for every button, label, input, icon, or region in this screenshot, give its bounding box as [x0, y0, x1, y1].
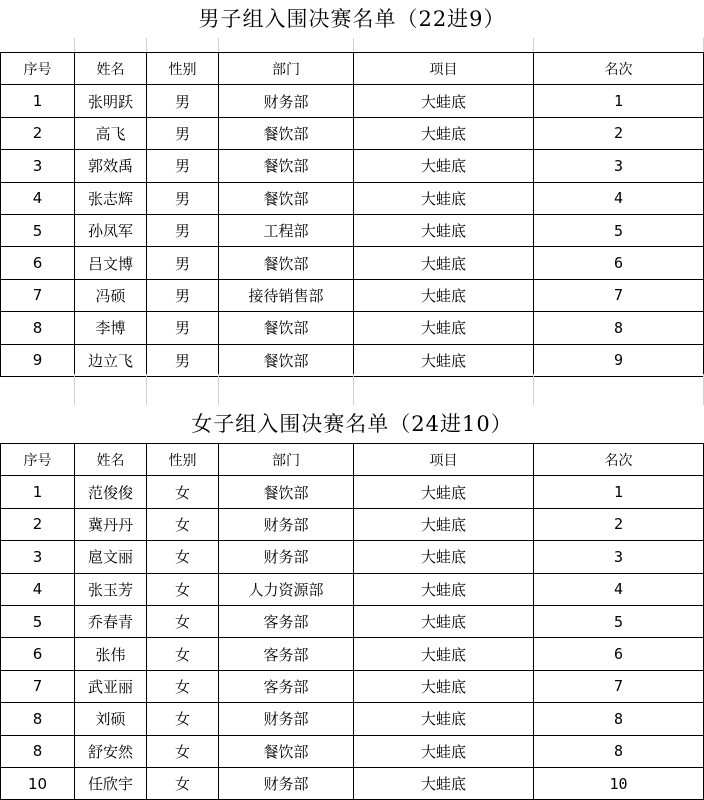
cell-name[interactable]: 乔春青: [75, 605, 147, 637]
cell-department[interactable]: 财务部: [219, 541, 354, 573]
cell-index[interactable]: 6: [1, 638, 75, 670]
women-table-title: 女子组入围决赛名单（24进10）: [0, 405, 704, 443]
cell-rank[interactable]: 9: [534, 344, 704, 376]
cell-index[interactable]: 6: [1, 247, 75, 279]
cell-department[interactable]: 餐饮部: [219, 344, 354, 376]
cell-department[interactable]: 餐饮部: [219, 735, 354, 767]
cell-rank[interactable]: 6: [534, 638, 704, 670]
cell-name[interactable]: 舒安然: [75, 735, 147, 767]
cell-gender[interactable]: 男: [147, 150, 219, 182]
table-row: [1, 150, 704, 182]
cell-department[interactable]: 餐饮部: [219, 117, 354, 149]
header-event[interactable]: 项目: [354, 444, 534, 476]
cell-name[interactable]: 张志辉: [75, 182, 147, 214]
cell-gender[interactable]: 男: [147, 279, 219, 311]
cell-rank[interactable]: 6: [534, 247, 704, 279]
cell-name[interactable]: 边立飞: [75, 344, 147, 376]
cell-event[interactable]: 大蛙底: [354, 182, 534, 214]
table-row: [1, 117, 704, 149]
cell-name[interactable]: 张明跃: [75, 85, 147, 117]
cell-rank[interactable]: 7: [534, 670, 704, 702]
cell-event[interactable]: 大蛙底: [354, 279, 534, 311]
cell-index[interactable]: 1: [1, 476, 75, 508]
header-name[interactable]: 姓名: [75, 444, 147, 476]
cell-name[interactable]: 张伟: [75, 638, 147, 670]
cell-rank[interactable]: 10: [534, 767, 704, 799]
cell-gender[interactable]: 女: [147, 476, 219, 508]
cell-name[interactable]: 李博: [75, 312, 147, 344]
cell-gender[interactable]: 男: [147, 85, 219, 117]
cell-department[interactable]: 餐饮部: [219, 247, 354, 279]
cell-gender[interactable]: 男: [147, 344, 219, 376]
cell-index[interactable]: 3: [1, 541, 75, 573]
table-row: [1, 541, 704, 573]
cell-index[interactable]: 1: [1, 85, 75, 117]
cell-name[interactable]: 刘硕: [75, 703, 147, 735]
table-row: [1, 767, 704, 799]
cell-gender[interactable]: 女: [147, 638, 219, 670]
cell-gender[interactable]: 男: [147, 182, 219, 214]
cell-name[interactable]: 冯硕: [75, 279, 147, 311]
women-table-body: [1, 476, 704, 800]
cell-rank[interactable]: 8: [534, 703, 704, 735]
header-department[interactable]: 部门: [219, 444, 354, 476]
header-event[interactable]: 项目: [354, 53, 534, 85]
cell-rank[interactable]: 8: [534, 312, 704, 344]
cell-event[interactable]: 大蛙底: [354, 573, 534, 605]
cell-index[interactable]: 10: [1, 767, 75, 799]
table-row: [1, 735, 704, 767]
cell-department[interactable]: 财务部: [219, 767, 354, 799]
cell-rank[interactable]: 4: [534, 182, 704, 214]
cell-rank[interactable]: 2: [534, 508, 704, 540]
cell-name[interactable]: 任欣宇: [75, 767, 147, 799]
cell-event[interactable]: 大蛙底: [354, 508, 534, 540]
cell-event[interactable]: 大蛙底: [354, 735, 534, 767]
table-row: [1, 573, 704, 605]
cell-department[interactable]: 餐饮部: [219, 182, 354, 214]
cell-name[interactable]: 武亚丽: [75, 670, 147, 702]
cell-name[interactable]: 张玉芳: [75, 573, 147, 605]
cell-gender[interactable]: 男: [147, 247, 219, 279]
cell-department[interactable]: 客务部: [219, 670, 354, 702]
cell-rank[interactable]: 4: [534, 573, 704, 605]
cell-department[interactable]: 餐饮部: [219, 476, 354, 508]
cell-gender[interactable]: 女: [147, 605, 219, 637]
cell-department[interactable]: 客务部: [219, 605, 354, 637]
table-row: [1, 508, 704, 540]
cell-name[interactable]: 郭效禹: [75, 150, 147, 182]
cell-event[interactable]: 大蛙底: [354, 476, 534, 508]
cell-rank[interactable]: 5: [534, 605, 704, 637]
gridline-strip-middle: [0, 374, 704, 405]
cell-department[interactable]: 客务部: [219, 638, 354, 670]
cell-index[interactable]: 2: [1, 117, 75, 149]
cell-name[interactable]: 扈文丽: [75, 541, 147, 573]
cell-department[interactable]: 工程部: [219, 214, 354, 246]
cell-rank[interactable]: 7: [534, 279, 704, 311]
cell-index[interactable]: 8: [1, 735, 75, 767]
table-row: [1, 344, 704, 376]
table-row: [1, 214, 704, 246]
cell-event[interactable]: 大蛙底: [354, 638, 534, 670]
table-row: [1, 247, 704, 279]
cell-index[interactable]: 5: [1, 214, 75, 246]
cell-department[interactable]: 财务部: [219, 703, 354, 735]
cell-gender[interactable]: 男: [147, 312, 219, 344]
header-department[interactable]: 部门: [219, 53, 354, 85]
cell-index[interactable]: 4: [1, 182, 75, 214]
cell-rank[interactable]: 1: [534, 85, 704, 117]
men-finalists-table: [0, 52, 704, 377]
header-name[interactable]: 姓名: [75, 53, 147, 85]
cell-gender[interactable]: 女: [147, 541, 219, 573]
cell-name[interactable]: 孙凤军: [75, 214, 147, 246]
header-gender[interactable]: 性别: [147, 444, 219, 476]
cell-gender[interactable]: 男: [147, 117, 219, 149]
cell-name[interactable]: 冀丹丹: [75, 508, 147, 540]
cell-index[interactable]: 9: [1, 344, 75, 376]
table-row: [1, 85, 704, 117]
cell-name[interactable]: 吕文博: [75, 247, 147, 279]
cell-name[interactable]: 高飞: [75, 117, 147, 149]
header-index[interactable]: 序号: [1, 53, 75, 85]
cell-rank[interactable]: 2: [534, 117, 704, 149]
cell-index[interactable]: 2: [1, 508, 75, 540]
cell-event[interactable]: 大蛙底: [354, 214, 534, 246]
cell-index[interactable]: 8: [1, 703, 75, 735]
gridline-strip-top: [0, 38, 704, 52]
cell-event[interactable]: 大蛙底: [354, 247, 534, 279]
cell-gender[interactable]: 女: [147, 767, 219, 799]
cell-index[interactable]: 8: [1, 312, 75, 344]
cell-name[interactable]: 范俊俊: [75, 476, 147, 508]
cell-event[interactable]: 大蛙底: [354, 541, 534, 573]
cell-rank[interactable]: 3: [534, 150, 704, 182]
cell-gender[interactable]: 男: [147, 214, 219, 246]
cell-event[interactable]: 大蛙底: [354, 312, 534, 344]
header-rank[interactable]: 名次: [534, 444, 704, 476]
cell-index[interactable]: 4: [1, 573, 75, 605]
cell-department[interactable]: 人力资源部: [219, 573, 354, 605]
cell-gender[interactable]: 女: [147, 703, 219, 735]
cell-event[interactable]: 大蛙底: [354, 767, 534, 799]
header-gender[interactable]: 性别: [147, 53, 219, 85]
table-row: [1, 670, 704, 702]
table-row: [1, 279, 704, 311]
cell-event[interactable]: 大蛙底: [354, 605, 534, 637]
table-row: [1, 182, 704, 214]
header-rank[interactable]: 名次: [534, 53, 704, 85]
men-header-row: [1, 53, 704, 85]
women-header-row: [1, 444, 704, 476]
cell-event[interactable]: 大蛙底: [354, 117, 534, 149]
cell-rank[interactable]: 1: [534, 476, 704, 508]
cell-gender[interactable]: 女: [147, 670, 219, 702]
cell-event[interactable]: 大蛙底: [354, 703, 534, 735]
cell-index[interactable]: 3: [1, 150, 75, 182]
cell-event[interactable]: 大蛙底: [354, 85, 534, 117]
cell-rank[interactable]: 8: [534, 735, 704, 767]
cell-department[interactable]: 财务部: [219, 85, 354, 117]
cell-department[interactable]: 餐饮部: [219, 312, 354, 344]
table-row: [1, 476, 704, 508]
header-index[interactable]: 序号: [1, 444, 75, 476]
men-table-title: 男子组入围决赛名单（22进9）: [0, 0, 704, 38]
cell-event[interactable]: 大蛙底: [354, 670, 534, 702]
cell-gender[interactable]: 女: [147, 735, 219, 767]
cell-index[interactable]: 7: [1, 670, 75, 702]
cell-department[interactable]: 财务部: [219, 508, 354, 540]
table-row: [1, 605, 704, 637]
cell-index[interactable]: 5: [1, 605, 75, 637]
table-row: [1, 312, 704, 344]
women-finalists-table: [0, 443, 704, 800]
men-table-body: [1, 85, 704, 377]
cell-index[interactable]: 7: [1, 279, 75, 311]
cell-rank[interactable]: 5: [534, 214, 704, 246]
cell-department[interactable]: 餐饮部: [219, 150, 354, 182]
table-row: [1, 638, 704, 670]
cell-gender[interactable]: 女: [147, 508, 219, 540]
cell-gender[interactable]: 女: [147, 573, 219, 605]
cell-department[interactable]: 接待销售部: [219, 279, 354, 311]
cell-rank[interactable]: 3: [534, 541, 704, 573]
cell-event[interactable]: 大蛙底: [354, 150, 534, 182]
cell-event[interactable]: 大蛙底: [354, 344, 534, 376]
table-row: [1, 703, 704, 735]
